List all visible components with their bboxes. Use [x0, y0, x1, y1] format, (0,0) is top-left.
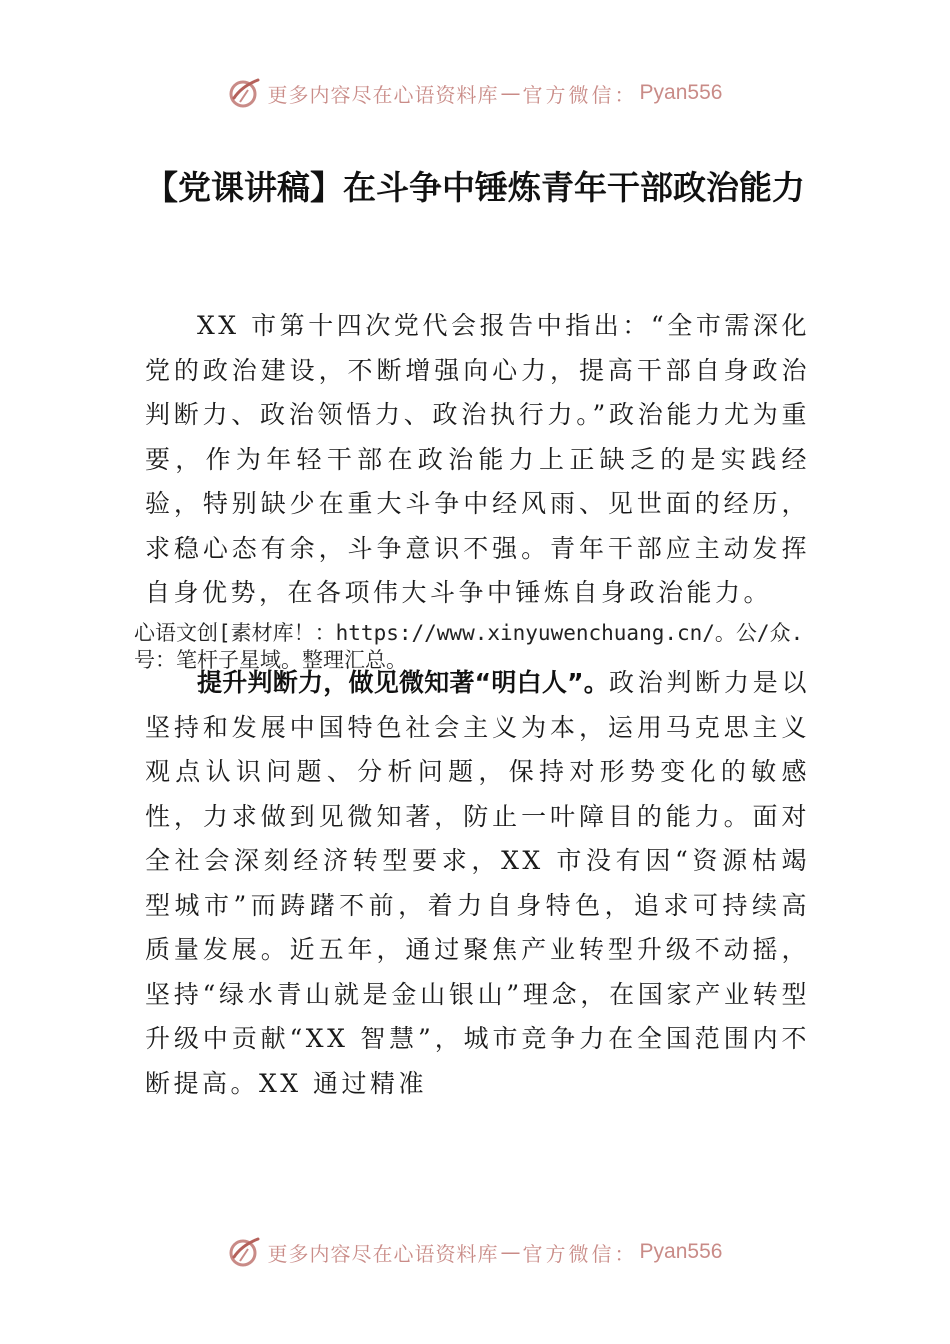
paragraph-lead-heading: 提升判断力，做见微知著“明白人”。 [197, 668, 610, 697]
watermark-dash: — [500, 81, 521, 105]
brush-logo-icon [228, 1235, 262, 1269]
watermark-brand: 更多内容尽在心语资料库 [267, 82, 499, 107]
watermark-dash: — [500, 1240, 521, 1264]
brush-logo-icon [228, 76, 262, 110]
watermark-wechat-id: Pyan556 [639, 81, 723, 104]
footer-watermark [0, 1232, 950, 1272]
watermark-wechat-id: Pyan556 [639, 1240, 723, 1263]
watermark-label: 官方微信： [522, 1241, 638, 1266]
watermark-label: 官方微信： [522, 82, 638, 107]
paragraph-body: 政治判断力是以坚持和发展中国特色社会主义为本，运用马克思主义观点认识问题、分析问题，保持对形势变化的敏感性，力求做到见微知著，防止一叶障目的能力。面对全社会深刻经济转型要求，XX 市没有因“资源枯竭型城市”而踌躇不前，着力自身特色，追求可持续高质量发展。近五年，通过聚焦产业转型升级不动摇，坚持“绿水青山就是金山银山”理念，在国家产业转型升级中贡献“XX 智慧”，城市竞争力在全国范围内不断提高。XX 通过精准 [145, 668, 810, 1098]
paragraph-intro: XX 市第十四次党代会报告中指出：“全市需深化党的政治建设，不断增强向心力，提高干部自身政治判断力、政治领悟力、政治执行力。”政治能力尤为重要，作为年轻干部在政治能力上正缺乏的是实践经验，特别缺少在重大斗争中经风雨、见世面的经历，求稳心态有余，斗争意识不强。青年干部应主动发挥自身优势，在各项伟大斗争中锤炼自身政治能力。 [145, 311, 810, 607]
header-watermark [0, 73, 950, 113]
source-note: 心语文创[素材库！：https://www.xinyuwenchuang.cn/。公/众.号：笔杆子星域。整理汇总。 [134, 621, 804, 672]
document-title: 【党课讲稿】在斗争中锤炼青年干部政治能力 [145, 168, 805, 207]
watermark-brand: 更多内容尽在心语资料库 [267, 1241, 499, 1266]
paragraph-judgment [145, 661, 810, 1106]
